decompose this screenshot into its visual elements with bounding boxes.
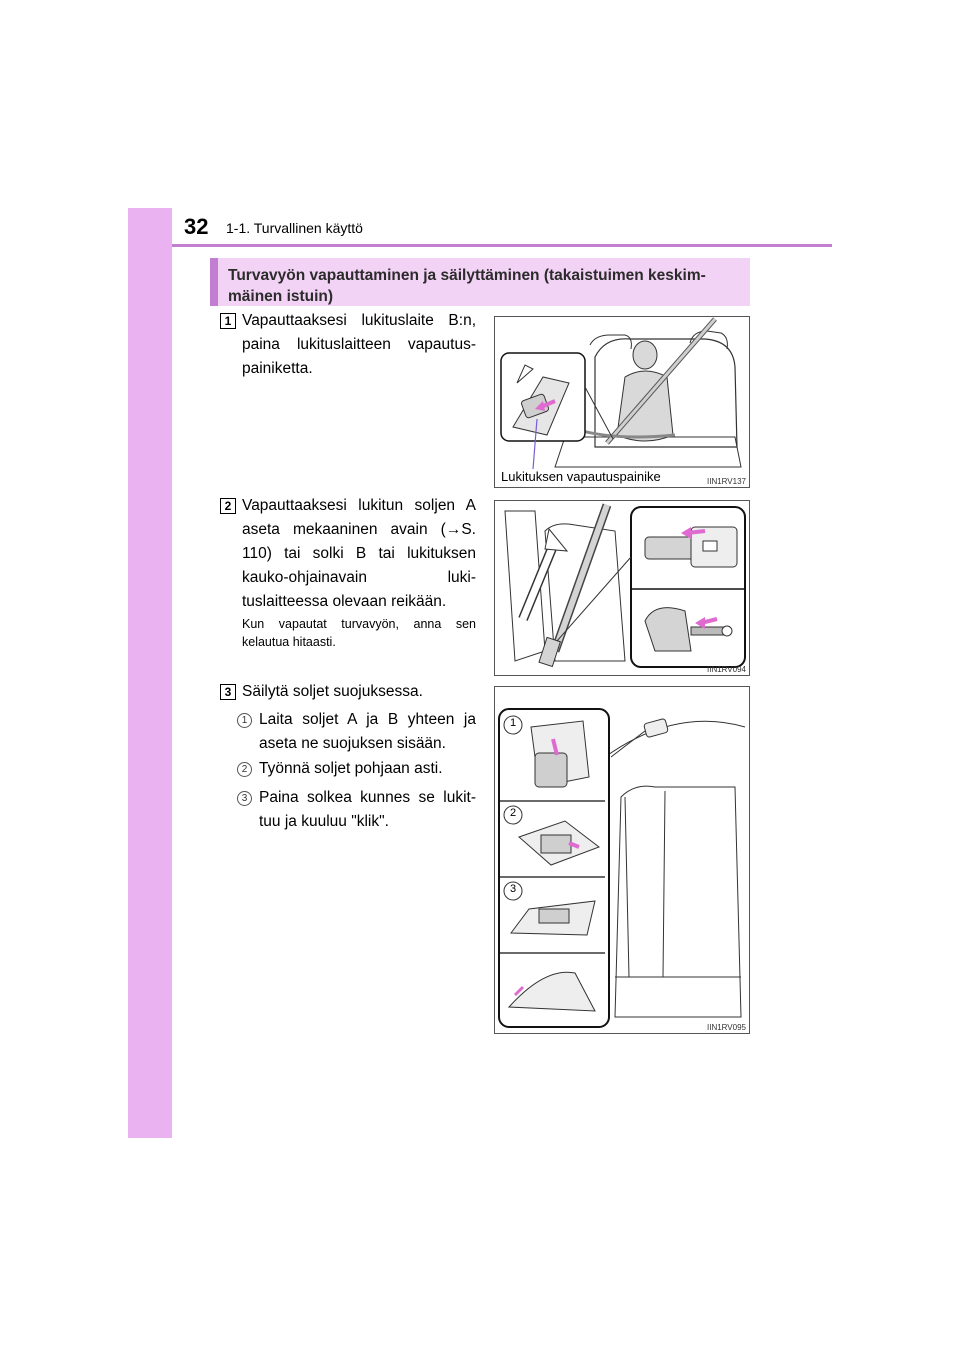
substep-2-text: Työnnä soljet pohjaan asti. — [259, 760, 443, 777]
step-1-number: 1 — [220, 313, 236, 329]
substep-1-text: Laita soljet A ja B yhteen ja aseta ne suojuksen sisään. — [259, 711, 476, 752]
substep-1-number: 1 — [237, 713, 252, 728]
section-title — [210, 258, 750, 306]
header-rule — [172, 244, 832, 247]
panel-label-2: 2 — [510, 807, 517, 819]
step-2-text: Vapauttaaksesi lukitun soljen A aseta mekaaninen avain (→S. 110) tai solki B tai lukituksen kauko-ohjainavain lukituslaitteessa olevaan reikään. — [242, 497, 476, 610]
step-2-note: Kun vapautat turvavyön, anna sen kelautua hitaasti. — [242, 617, 476, 649]
section-title-line1: Turvavyön vapauttaminen ja säilyttäminen (takaistuimen keskim- — [228, 267, 706, 284]
illustration-seat-release — [495, 317, 750, 488]
panel-label-1: 1 — [510, 717, 517, 729]
substep-3-number: 3 — [237, 791, 252, 806]
illustration-storage-panels — [495, 687, 750, 1034]
section-title-line2: mäinen istuin) — [228, 288, 334, 305]
step-3-text: Säilytä soljet suojuksessa. — [242, 683, 423, 700]
figure-buckle-storage — [494, 686, 750, 1034]
sidebar-tab — [128, 208, 172, 1138]
figure-buckle-release — [494, 500, 750, 676]
figure-code: IIN1RV094 — [707, 665, 746, 674]
chapter-title: 1-1. Turvallinen käyttö — [226, 220, 363, 236]
figure-release-button — [494, 316, 750, 488]
substep-2-number: 2 — [237, 762, 252, 777]
illustration-buckle-key — [495, 501, 750, 676]
figure-code: IIN1RV137 — [707, 477, 746, 486]
page-number: 32 — [184, 214, 209, 239]
substep-3-text: Paina solkea kunnes se lukittuu ja kuuluu "klik". — [259, 789, 476, 830]
figure-code: IIN1RV095 — [707, 1023, 746, 1032]
step-3-number: 3 — [220, 684, 236, 700]
callout-release-button: Lukituksen vapautuspainike — [501, 469, 661, 484]
panel-label-3: 3 — [510, 883, 517, 895]
step-2-number: 2 — [220, 498, 236, 514]
step-1-text: Vapauttaaksesi lukituslaite B:n, paina lukituslaitteen vapautuspainiketta. — [242, 312, 476, 377]
